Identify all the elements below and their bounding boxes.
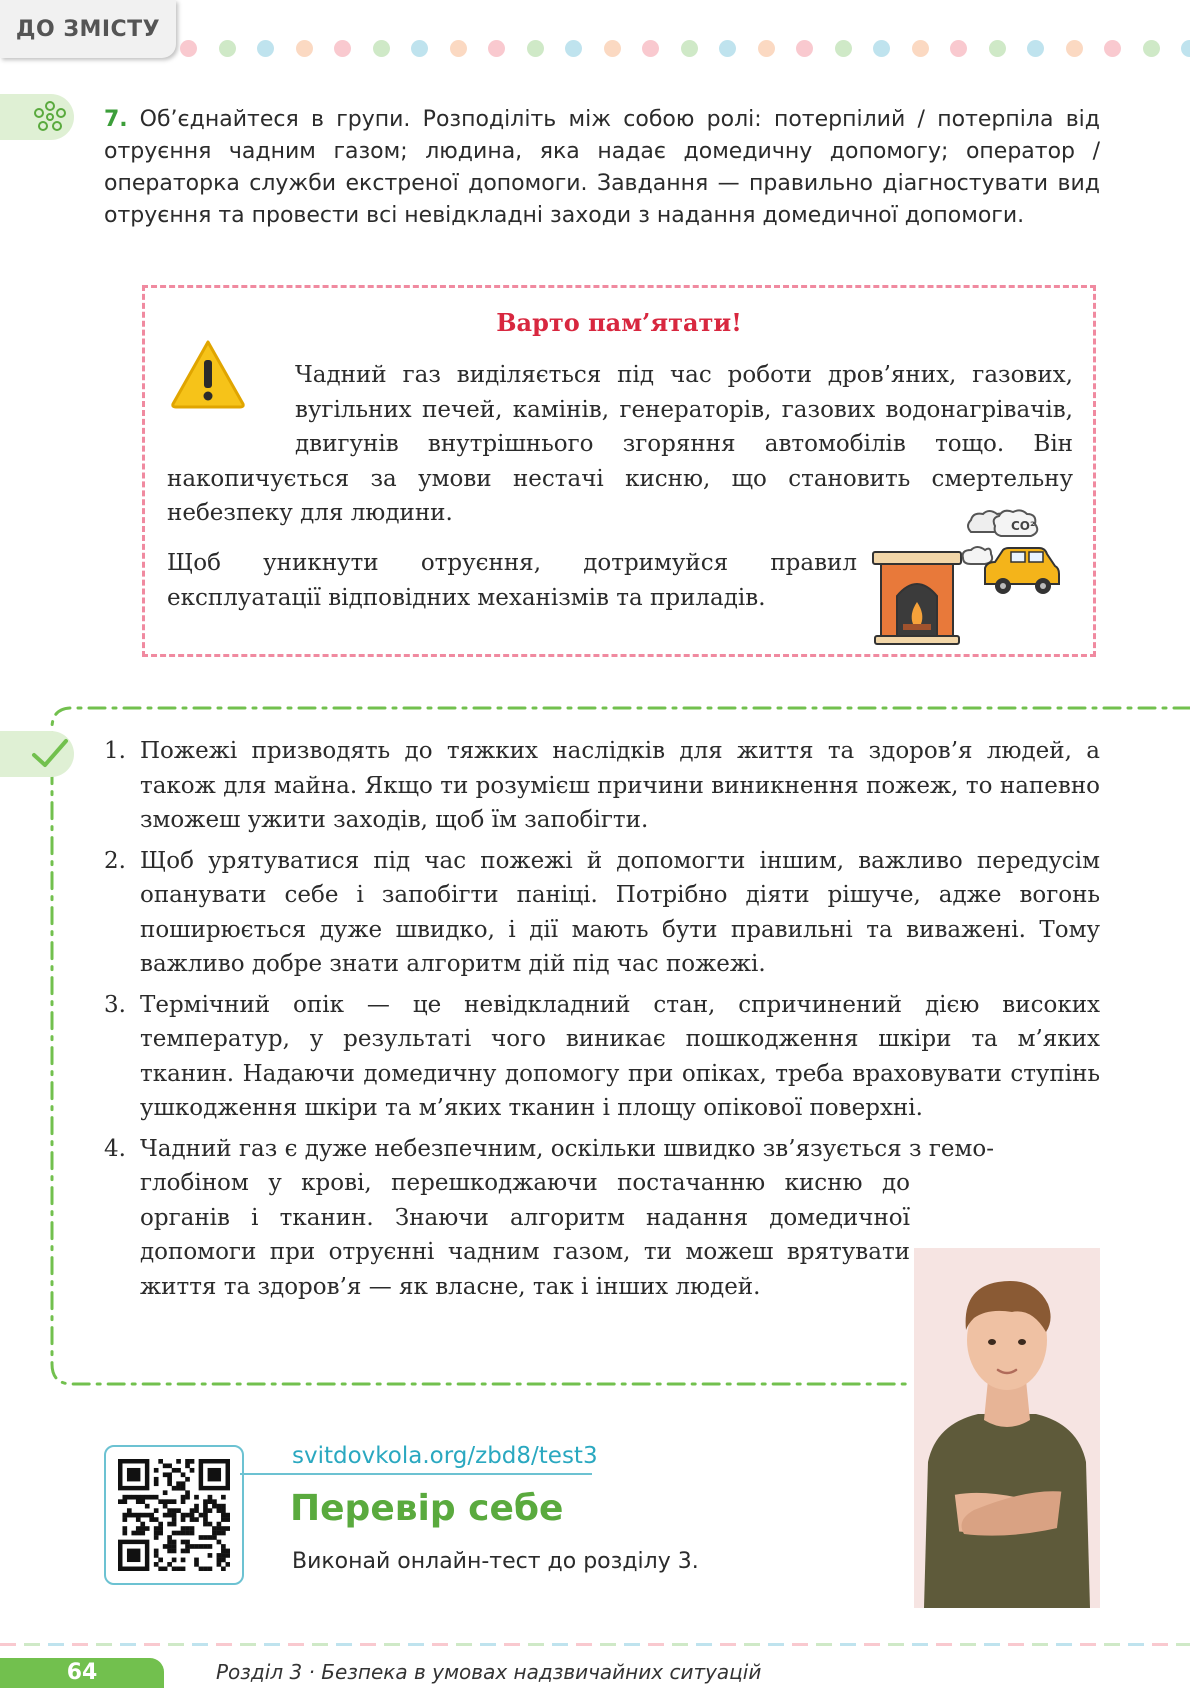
decorative-dot xyxy=(912,40,929,57)
summary-item-number: 3. xyxy=(104,991,126,1018)
summary-item xyxy=(104,734,1100,838)
summary-list xyxy=(104,734,1100,1310)
summary-item-number: 1. xyxy=(104,738,126,764)
test-title: Перевір себе xyxy=(290,1488,564,1529)
decorative-dot xyxy=(835,40,852,57)
summary-item-text: Термічний опік — це невідкладний стан, спричинений дією високих температур, у результаті чого виникає пошкодження шкіри та м’яких тканин. Надаючи домедичну допомогу при опіках, треба враховувати ступінь ушкодження шкіри та м’яких тканин і площу опікової поверхні. xyxy=(140,991,1100,1121)
page-number: 64 xyxy=(0,1658,164,1688)
test-subtitle: Виконай онлайн-тест до розділу 3. xyxy=(292,1549,699,1574)
decorative-dot xyxy=(296,40,313,57)
section-title: Розділ 3 · Безпека в умовах надзвичайних ситуацій xyxy=(216,1660,762,1684)
remember-box xyxy=(142,285,1096,657)
decorative-dot xyxy=(334,40,351,57)
summary-item xyxy=(104,844,1100,982)
decorative-dot xyxy=(450,40,467,57)
summary-item-text: глобіном у крові, перешкоджаючи постачанню кисню до органів і тканин. Знаючи алгоритм надання домедичної допомоги при отруєнні чадним газом, ти можеш врятувати життя та здоров’я — як власне, так і інших людей. xyxy=(140,1170,910,1300)
decorative-dot xyxy=(219,40,236,57)
decorative-dot xyxy=(1066,40,1083,57)
co2-label: CO² xyxy=(1011,519,1036,533)
decorative-dots xyxy=(180,40,1190,58)
decorative-dot xyxy=(642,40,659,57)
remember-paragraph-2: Щоб уникнути отруєння, дотримуйся правил експлуатації відповідних механізмів та приладів. xyxy=(167,550,857,611)
decorative-dot xyxy=(719,40,736,57)
test-link[interactable]: svitdovkola.org/zbd8/test3 xyxy=(292,1443,598,1469)
group-icon xyxy=(30,98,70,136)
remember-paragraph-1: Чадний газ виділяється під час роботи дров’яних, газових, вугільних печей, камінів, генераторів, газових водонагрівачів, двигунів внутрішнього згоряння автомобілів тощо. Він накопичується за умови нестачі кисню, що становить смертельну небезпеку для людини. xyxy=(167,362,1073,526)
fireplace-icon xyxy=(871,550,963,646)
summary-item xyxy=(104,988,1100,1126)
decorative-dot xyxy=(1143,40,1160,57)
qr-icon xyxy=(118,1459,230,1571)
decorative-dot xyxy=(758,40,775,57)
decorative-dot xyxy=(1181,40,1190,57)
summary-item-text: Пожежі призводять до тяжких наслідків для життя та здоров’я людей, а також для майна. Якщо ти розумієш причини виникнення пожеж, то напевно зможеш ужити заходів, щоб їм запобігти. xyxy=(140,738,1100,833)
decorative-dot xyxy=(180,40,197,57)
summary-item xyxy=(104,1132,995,1305)
decorative-dot xyxy=(681,40,698,57)
decorative-dot xyxy=(527,40,544,57)
decorative-dot xyxy=(1104,40,1121,57)
decorative-dot xyxy=(411,40,428,57)
decorative-dot xyxy=(873,40,890,57)
decorative-dot xyxy=(565,40,582,57)
decorative-dot xyxy=(796,40,813,57)
decorative-dot xyxy=(1027,40,1044,57)
footer-divider xyxy=(0,1643,1190,1647)
summary-item-text: Щоб урятуватися під час пожежі й допомогти іншим, важливо передусім опанувати себе і запобігти паніці. Потрібно діяти рішуче, адже вогонь поширюється дуже швидко, і дії мають бути правильні та виважені. Тому важливо добре знати алгоритм дій під час пожежі. xyxy=(140,847,1100,977)
checkmark-icon xyxy=(30,737,70,771)
decorative-dot xyxy=(257,40,274,57)
remember-title: Варто пам’ятати! xyxy=(496,308,742,337)
decorative-dot xyxy=(950,40,967,57)
decorative-dot xyxy=(989,40,1006,57)
decorative-dot xyxy=(373,40,390,57)
exercise-text: Об’єднайтеся в групи. Розподіліть між собою ролі: потерпілий / потерпіла від отруєння чадним газом; людина, яка надає домедичну допомогу; оператор / операторка служби екстреної допомоги. Завдання — правильно діагностувати вид отруєння та провести всі невідкладні заходи з надання домедичної допомоги. xyxy=(104,107,1100,228)
student-photo xyxy=(914,1248,1100,1608)
exercise-number: 7. xyxy=(104,107,128,132)
toc-button[interactable]: ДО ЗМІСТУ xyxy=(0,0,176,58)
group-work-marker xyxy=(0,94,74,140)
summary-item-text-first-line: Чадний газ є дуже небезпечним, оскільки швидко зв’язується з гемо- xyxy=(140,1135,995,1162)
summary-marker xyxy=(0,731,74,777)
car-exhaust-icon xyxy=(961,506,1061,602)
exercise-7 xyxy=(104,104,1100,232)
summary-item-number: 4. xyxy=(104,1135,126,1162)
decorative-dot xyxy=(488,40,505,57)
qr-divider xyxy=(240,1473,592,1475)
decorative-dot xyxy=(604,40,621,57)
summary-item-number: 2. xyxy=(104,847,126,874)
qr-code[interactable] xyxy=(104,1445,244,1585)
student-illustration xyxy=(914,1248,1100,1608)
